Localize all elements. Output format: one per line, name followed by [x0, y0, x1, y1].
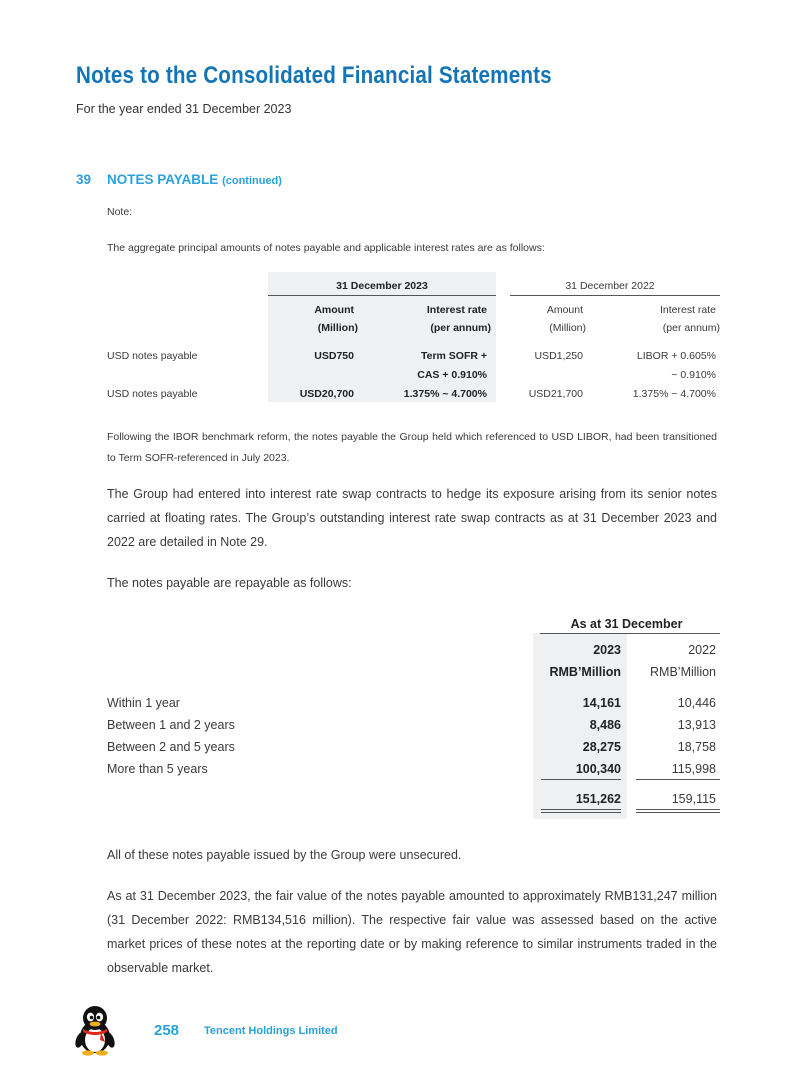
- repay-row-2023: 8,486: [589, 718, 621, 732]
- rates-row-amount-2023: USD750: [314, 350, 354, 362]
- repay-row-label: Within 1 year: [107, 696, 180, 710]
- penguin-logo-icon: [74, 1004, 116, 1056]
- col-amount-unit-2023: (Million): [317, 322, 358, 334]
- repay-row-label: More than 5 years: [107, 762, 208, 776]
- section-title-text: NOTES PAYABLE: [107, 172, 219, 187]
- subtotal-rule-2023: [541, 779, 621, 780]
- section-number: 39: [76, 172, 92, 187]
- swap-paragraph: The Group had entered into interest rate swap contracts to hedge its exposure arising from its senior notes carried at floating rates. The Group’s outstanding interest rate swap contracts as at 31 December 2023 and 2022 are detailed in Note 29.: [107, 487, 717, 549]
- col-rate-unit-2022: (per annum): [662, 322, 720, 334]
- repay-year-2023: 2023: [593, 643, 621, 657]
- rates-period-2022: 31 December 2022: [565, 280, 655, 292]
- repay-intro: The notes payable are repayable as follows:: [107, 576, 352, 590]
- total-rule-2022-b: [636, 812, 720, 813]
- repay-total-2022: 159,115: [671, 792, 716, 806]
- rates-row-rate-2022-cont: ~ 0.910%: [671, 369, 716, 381]
- subtotal-rule-2022: [636, 779, 720, 780]
- rates-2023-underline: [268, 295, 496, 296]
- total-rule-2023-a: [541, 809, 621, 810]
- unsecured-paragraph: All of these notes payable issued by the Group were unsecured.: [107, 848, 462, 862]
- rates-row-rate-2023: 1.375% ~ 4.700%: [403, 388, 487, 400]
- col-rate-2023: Interest rate: [426, 304, 487, 316]
- company-name: Tencent Holdings Limited: [204, 1025, 338, 1037]
- repay-row-2022: 10,446: [677, 696, 716, 710]
- col-rate-2022: Interest rate: [659, 304, 716, 316]
- section-title: [107, 172, 282, 187]
- repay-row-label: Between 2 and 5 years: [107, 740, 235, 754]
- rates-row-rate-2023-cont: CAS + 0.910%: [417, 369, 487, 381]
- total-rule-2023-b: [541, 812, 621, 813]
- col-amount-2022: Amount: [546, 304, 583, 316]
- repay-row-2022: 18,758: [677, 740, 716, 754]
- page-subtitle: For the year ended 31 December 2023: [76, 102, 292, 116]
- repay-header-rule: [540, 633, 720, 634]
- repay-row-2023: 100,340: [575, 762, 621, 776]
- repay-row-2023: 14,161: [582, 696, 621, 710]
- fair-value-paragraph: As at 31 December 2023, the fair value of the notes payable amounted to approximately RMB131,247 million (31 December 2022: RMB134,516 million). The respective fair value was assessed based on the active market prices of these notes at the reporting date or by making reference to similar instruments traded in the observable market.: [107, 889, 717, 975]
- rates-2022-underline: [510, 295, 720, 296]
- rates-period-2023: 31 December 2023: [336, 280, 428, 292]
- repay-row-2023: 28,275: [582, 740, 621, 754]
- repay-row-2022: 13,913: [677, 718, 716, 732]
- repay-unit-2022: RMB’Million: [650, 665, 716, 679]
- rates-row-label: USD notes payable: [107, 350, 198, 362]
- note-label: Note:: [107, 206, 133, 218]
- col-rate-unit-2023: (per annum): [430, 322, 491, 334]
- rates-intro: The aggregate principal amounts of notes payable and applicable interest rates are as follows:: [107, 242, 545, 254]
- rates-row-amount-2022: USD21,700: [528, 388, 583, 400]
- section-continued: (continued): [222, 175, 282, 187]
- repay-total-2023: 151,262: [575, 792, 621, 806]
- repay-unit-2023: RMB’Million: [549, 665, 621, 679]
- repay-row-label: Between 1 and 2 years: [107, 718, 235, 732]
- rates-row-rate-2023: Term SOFR +: [420, 350, 487, 362]
- rates-row-rate-2022: LIBOR + 0.605%: [636, 350, 716, 362]
- col-amount-unit-2022: (Million): [549, 322, 586, 334]
- rates-row-amount-2022: USD1,250: [534, 350, 583, 362]
- page-title: Notes to the Consolidated Financial Statements: [76, 62, 552, 89]
- rates-row-label: USD notes payable: [107, 388, 198, 400]
- page-number: 258: [154, 1022, 180, 1039]
- repay-year-2022: 2022: [688, 643, 716, 657]
- ibor-note: Following the IBOR benchmark reform, the notes payable the Group held which referenced to USD LIBOR, had been transitioned to Term SOFR-referenced in July 2023.: [107, 431, 717, 464]
- total-rule-2022-a: [636, 809, 720, 810]
- rates-row-rate-2022: 1.375% ~ 4.700%: [632, 388, 716, 400]
- repay-row-2022: 115,998: [671, 762, 716, 776]
- repay-group-header: As at 31 December: [570, 617, 683, 631]
- rates-row-amount-2023: USD20,700: [299, 388, 354, 400]
- col-amount-2023: Amount: [314, 304, 354, 316]
